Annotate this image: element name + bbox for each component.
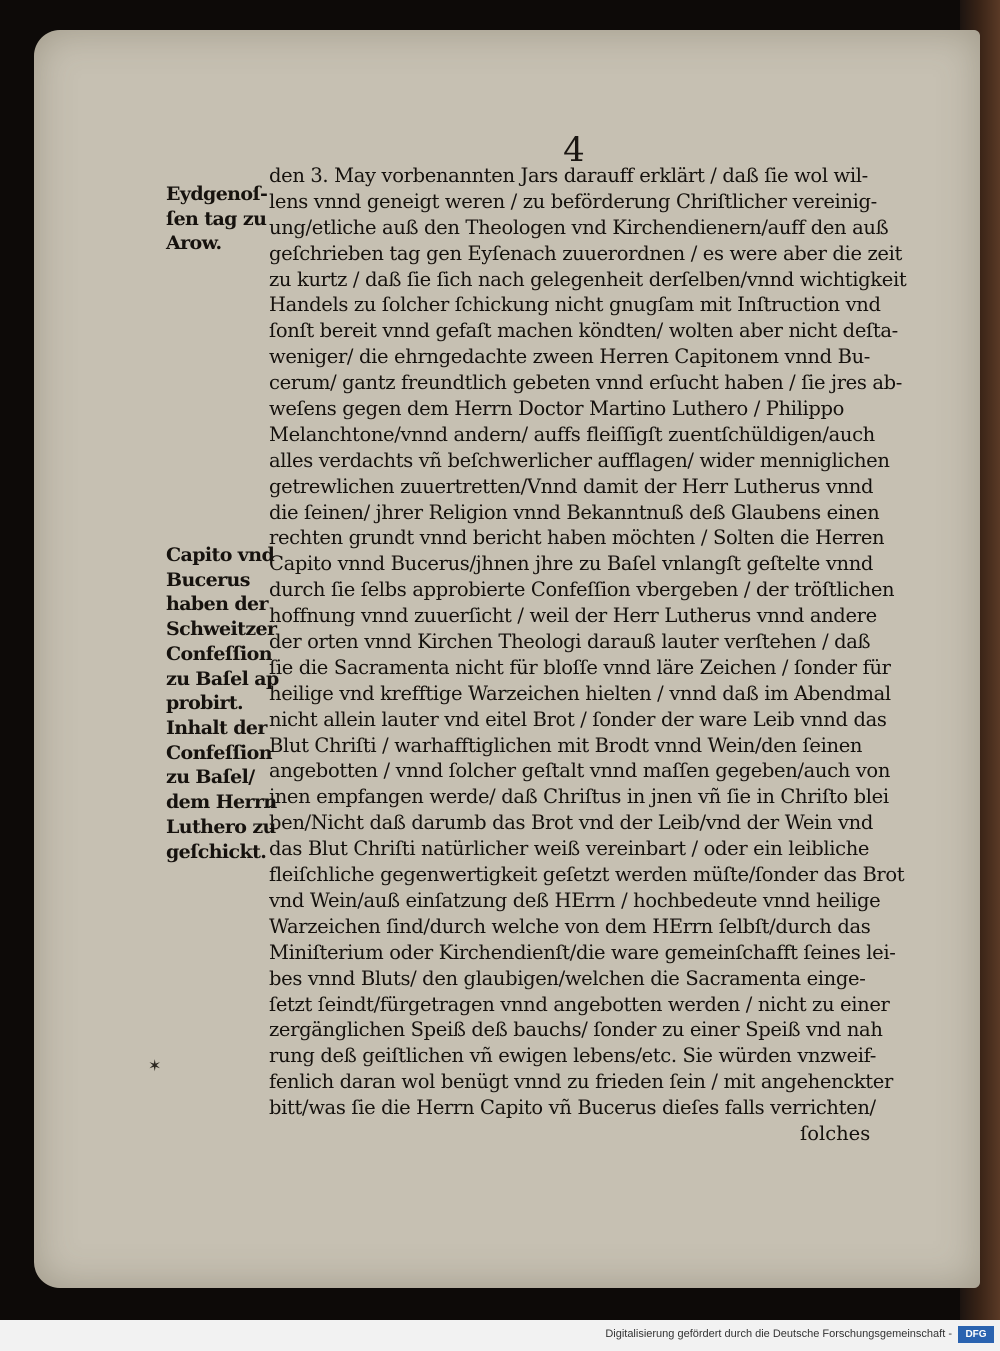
text-line: durch ſie ſelbs approbierte Confeſſion vbergeben / der tröſtlichen	[269, 578, 895, 602]
catchword: ſolches	[800, 1122, 871, 1145]
text-line: zu kurtz / daß ſie ſich nach gelegenheit derſelben/vnnd wichtigkeit	[269, 267, 907, 291]
text-line: heilige vnd krefftige Warzeichen hielten / vnnd daß im Abendmal	[269, 681, 891, 705]
text-line: Warzeichen ſind/durch welche von dem HErrn ſelbſt/durch das	[269, 914, 871, 938]
text-line: bes vnnd Bluts/ den glaubigen/welchen die Sacramenta einge-	[269, 966, 866, 990]
text-line: nicht allein lauter vnd eitel Brot / ſonder der ware Leib vnnd das	[269, 707, 887, 731]
text-line: cerum/ gantz freundtlich gebeten vnnd erſucht haben / ſie jres ab-	[269, 371, 903, 395]
margin-note-line: zu Baſel/	[166, 766, 255, 789]
margin-note-line: Confeſſion	[166, 741, 272, 764]
body-text	[269, 163, 944, 1121]
text-line: Capito vnnd Bucerus/jhnen jhre zu Baſel vnlangſt geſtelte vnnd	[269, 552, 874, 576]
page-number: 4	[563, 130, 585, 170]
margin-note-line: Inhalt der	[166, 717, 267, 739]
text-line: zergänglichen Speiß deß bauchs/ ſonder zu einer Speiß vnd nah	[269, 1018, 883, 1042]
text-line: Blut Chriſti / warhafftiglichen mit Brodt vnnd Wein/den ſeinen	[269, 733, 863, 757]
text-line: hoffnung vnnd zuuerſicht / weil der Herr Lutherus vnnd andere	[269, 604, 877, 628]
text-line: angebotten / vnnd ſolcher geſtalt vnnd maſſen gegeben/auch von	[269, 759, 891, 783]
text-line: weniger/ die ehrngedachte zween Herren Capitonem vnnd Bu-	[269, 345, 871, 369]
text-line: fenlich daran wol benügt vnnd zu frieden ſein / mit angehenckter	[269, 1070, 893, 1094]
margin-note-eydgenossen	[166, 182, 267, 256]
margin-note-line: dem Herrn	[166, 791, 277, 814]
margin-note-capito-bucerus	[166, 543, 279, 716]
text-line: ung/etliche auß den Theologen vnd Kirchendienern/auff den auß	[269, 215, 889, 239]
margin-note-inhalt-confession	[166, 716, 277, 864]
text-line: ſie die Sacramenta nicht für bloſſe vnnd läre Zeichen / ſonder für	[269, 655, 891, 679]
text-line: ſonſt bereit vnnd gefaſt machen köndten/ wolten aber nicht deſta-	[269, 319, 898, 343]
text-line: jnen empfangen werde/ daß Chriſtus in jnen vñ ſie in Chriſto blei	[269, 785, 889, 809]
text-line: Handels zu ſolcher ſchickung nicht gnugſam mit Inſtruction vnd	[269, 293, 881, 317]
text-line: das Blut Chriſti natürlicher weiß vereinbart / oder ein leibliche	[269, 837, 870, 861]
text-line: Melanchtone/vnnd andern/ auffs fleiſſigſt zuentſchüldigen/auch	[269, 422, 875, 446]
text-line: die ſeinen/ jhrer Religion vnnd Bekanntnuß deß Glaubens einen	[269, 500, 880, 524]
text-line: rechten grundt vnnd bericht haben möchten / Solten die Herren	[269, 526, 885, 550]
text-line: der orten vnnd Kirchen Theologi darauß lauter verſtehen / daß	[269, 630, 871, 654]
text-line: fleiſchliche gegenwertigkeit geſetzt werden müſte/ſonder das Brot	[269, 863, 905, 887]
margin-note-line: Eydgenoſ-	[166, 183, 268, 205]
margin-note-line: zu Baſel ap	[166, 667, 279, 690]
text-line: lens vnnd geneigt weren / zu beförderung Chriſtlicher vereinig-	[269, 189, 877, 213]
dfg-logo: DFG	[958, 1326, 994, 1343]
margin-note-line: Schweitzer	[166, 618, 277, 641]
text-line: ben/Nicht daß darumb das Brot vnd der Leib/vnd der Wein vnd	[269, 811, 873, 835]
margin-mark-symbol: ✶	[148, 1056, 162, 1075]
text-line: bitt/was ſie die Herrn Capito vñ Bucerus dieſes falls verrichten/	[269, 1096, 876, 1120]
margin-note-line: Capito vnd	[166, 544, 275, 566]
text-line: alles verdachts vñ beſchwerlicher aufflagen/ wider menniglichen	[269, 448, 890, 472]
text-line: Miniſterium oder Kirchendienſt/die ware gemeinſchafft ſeines lei-	[269, 940, 896, 964]
text-line: den 3. May vorbenannten Jars darauff erklärt / daß ſie wol wil-	[269, 164, 868, 187]
text-line: ſetzt ſeindt/fürgetragen vnnd angebotten werden / nicht zu einer	[269, 992, 890, 1016]
text-line: rung deß geiſtlichen vñ ewigen lebens/etc. Sie würden vnzweif-	[269, 1044, 876, 1068]
scanned-page	[34, 30, 980, 1288]
funding-credit-text: Digitalisierung gefördert durch die Deutsche Forschungsgemeinschaft -	[605, 1328, 952, 1340]
margin-note-line: geſchickt.	[166, 840, 267, 863]
margin-note-line: haben der	[166, 593, 268, 616]
text-line: vnd Wein/auß einſatzung deß HErrn / hochbedeute vnnd heilige	[269, 888, 881, 912]
margin-note-line: Luthero zu	[166, 815, 276, 838]
footer-bar	[0, 1320, 1000, 1351]
margin-note-line: Bucerus	[166, 568, 250, 591]
text-line: geſchrieben tag gen Eyſenach zuuerordnen / es were aber die zeit	[269, 241, 902, 265]
margin-note-line: probirt.	[166, 692, 244, 715]
margin-note-line: Arow.	[166, 232, 222, 255]
text-line: weſens gegen dem Herrn Doctor Martino Luthero / Philippo	[269, 397, 845, 421]
margin-note-line: Confeſſion	[166, 642, 272, 665]
text-line: getrewlichen zuuertretten/Vnnd damit der Herr Lutherus vnnd	[269, 474, 874, 498]
margin-note-line: ſen tag zu	[166, 207, 267, 230]
